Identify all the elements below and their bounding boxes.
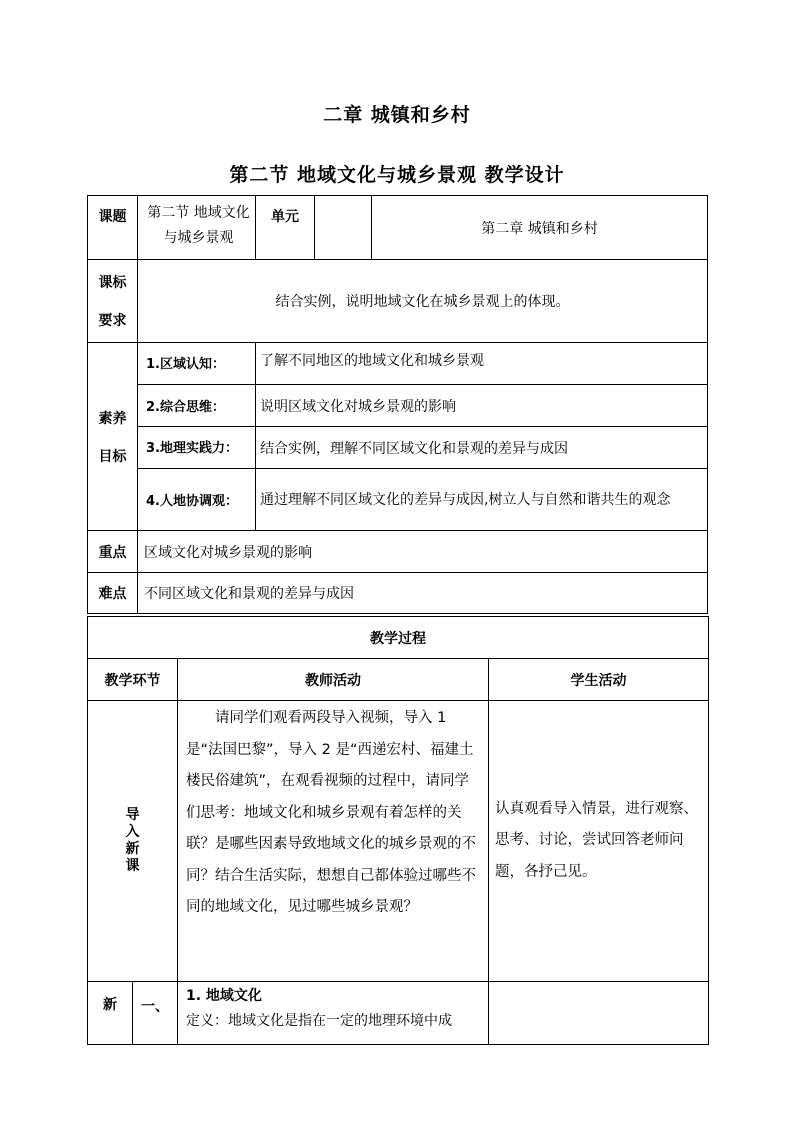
literacy-label [88,343,138,531]
unit-label: 单元 [256,196,315,260]
new-student-activity [489,982,709,1045]
intro-stage: 导入新课 [125,807,140,874]
literacy-item-desc: 结合实例，理解不同区域文化和景观的差异与成因 [256,427,708,469]
header-student: 学生活动 [489,659,709,701]
new-content [178,982,489,1045]
section-title: 第二节 地域文化与城乡景观 教学设计 [229,164,565,186]
literacy-item-name: 3.地理实践力： [138,427,256,469]
standard-label-line2: 要求 [98,313,127,329]
standard-value: 结合实例，说明地域文化在城乡景观上的体现。 [138,260,708,343]
key-label: 重点 [88,531,138,573]
lesson-info-table [87,195,708,614]
intro-student-activity: 认真观看导入情景，进行观察、思考、讨论，尝试回答老师问题，各抒己见。 [489,701,709,982]
teaching-process-table [87,616,709,1045]
key-value: 区域文化对城乡景观的影响 [138,531,708,573]
literacy-item-desc: 说明区域文化对城乡景观的影响 [256,385,708,427]
literacy-item-desc: 通过理解不同区域文化的差异与成因,树立人与自然和谐共生的观念 [256,469,708,531]
difficulty-label: 难点 [88,573,138,614]
intro-stage-cell [88,701,178,982]
course-value: 第二节 地域文化与城乡景观 [138,196,256,260]
standard-label [88,260,138,343]
new-sub-index: 一、 [133,982,178,1045]
process-title: 教学过程 [88,617,709,659]
intro-teacher-activity: 请同学们观看两段导入视频，导入 1 是“法国巴黎”，导入 2 是“西递宏村、福建土楼民俗建筑”，在观看视频的过程中，请同学们思考：地域文化和城乡景观有着怎样的关联？是哪些因素导致地域文化的城乡景观的不同？结合生活实际，想想自己都体验过哪些不同的地域文化，见过哪些城乡景观？ [178,701,489,982]
unit-value: 第二章 城镇和乡村 [372,196,708,260]
new-stage: 新 [88,982,133,1045]
literacy-item-name: 4.人地协调观： [138,469,256,531]
course-label: 课题 [88,196,138,260]
header-teacher: 教师活动 [178,659,489,701]
literacy-item-desc: 了解不同地区的地域文化和城乡景观 [256,343,708,385]
unit-gap [315,196,372,260]
literacy-label-line1: 素养 [98,410,127,427]
standard-label-line1: 课标 [98,275,127,291]
literacy-item-name: 1.区域认知： [138,343,256,385]
new-definition: 定义：地域文化是指在一定的地理环境中成 [186,1013,452,1029]
difficulty-value: 不同区域文化和景观的差异与成因 [138,573,708,614]
new-topic: 1. 地域文化 [186,988,262,1004]
literacy-label-line2: 目标 [98,448,127,465]
header-stage: 教学环节 [88,659,178,701]
chapter-title: 二章 城镇和乡村 [323,104,471,126]
literacy-item-name: 2.综合思维： [138,385,256,427]
